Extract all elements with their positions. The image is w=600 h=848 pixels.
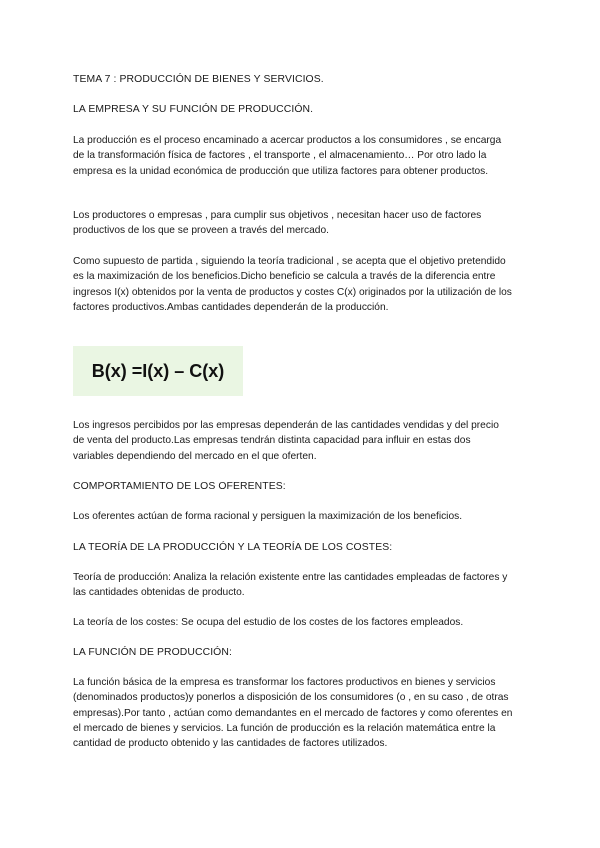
paragraph-oferentes: Los oferentes actúan de forma racional y persiguen la maximización de los beneficios. (73, 511, 463, 522)
paragraph-teoria-costes: La teoría de los costes: Se ocupa del estudio de los costes de los factores empleados. (73, 617, 464, 628)
section-heading-teoria: LA TEORÍA DE LA PRODUCCIÓN Y LA TEORÍA DE LOS COSTES: (73, 542, 393, 553)
paragraph-productores: Los productores o empresas , para cumplir sus objetivos , necesitan hacer uso de factores productivos de los que se proveen a través del mercado. (73, 210, 482, 237)
formula-box (73, 346, 243, 396)
section-heading-oferentes: COMPORTAMIENTO DE LOS OFERENTES: (73, 481, 286, 492)
paragraph-funcion-produccion: La función básica de la empresa es transformar los factores productivos en bienes y servicios (denominados productos)y ponerlos a disposición de los consumidores (o , en su caso , de otras empresas).Por tanto , actúan como demandantes en el mercado de factores y como oferentes en el mercado de bienes y servicios. La función de producción es la relación matemática entre la cantidad de producto obtenido y las cantidades de factores utilizados. (73, 677, 513, 750)
section-heading-empresa: LA EMPRESA Y SU FUNCIÓN DE PRODUCCIÓN. (73, 104, 314, 115)
document-title: TEMA 7 : PRODUCCIÓN DE BIENES Y SERVICIOS. (73, 74, 324, 85)
paragraph-teoria-produccion: Teoría de producción: Analiza la relación existente entre las cantidades empleadas de factores y las cantidades obtenidas de producto. (73, 572, 508, 599)
section-heading-funcion: LA FUNCIÓN DE PRODUCCIÓN: (73, 647, 232, 658)
paragraph-ingresos: Los ingresos percibidos por las empresas dependerán de las cantidades vendidas y del precio de venta del producto.Las empresas tendrán distinta capacidad para influir en estas dos variables dependiendo del mercado en el que oferten. (73, 420, 499, 462)
paragraph-supuesto: Como supuesto de partida , siguiendo la teoría tradicional , se acepta que el objetivo pretendido es la maximización de los beneficios.Dicho beneficio se calcula a través de la diferencia entre ingresos I(x) obtenidos por la venta de productos y costes C(x) originados por la utilización de los factores productivos.Ambas cantidades dependerán de la producción. (73, 256, 512, 313)
paragraph-produccion: La producción es el proceso encaminado a acercar productos a los consumidores , se encarga de la transformación física de factores , el transporte , el almacenamiento… Por otro lado la empresa es la unidad económica de producción que utiliza factores para obtener productos. (73, 135, 502, 177)
formula-text: B(x) =I(x) – C(x) (91, 360, 225, 381)
